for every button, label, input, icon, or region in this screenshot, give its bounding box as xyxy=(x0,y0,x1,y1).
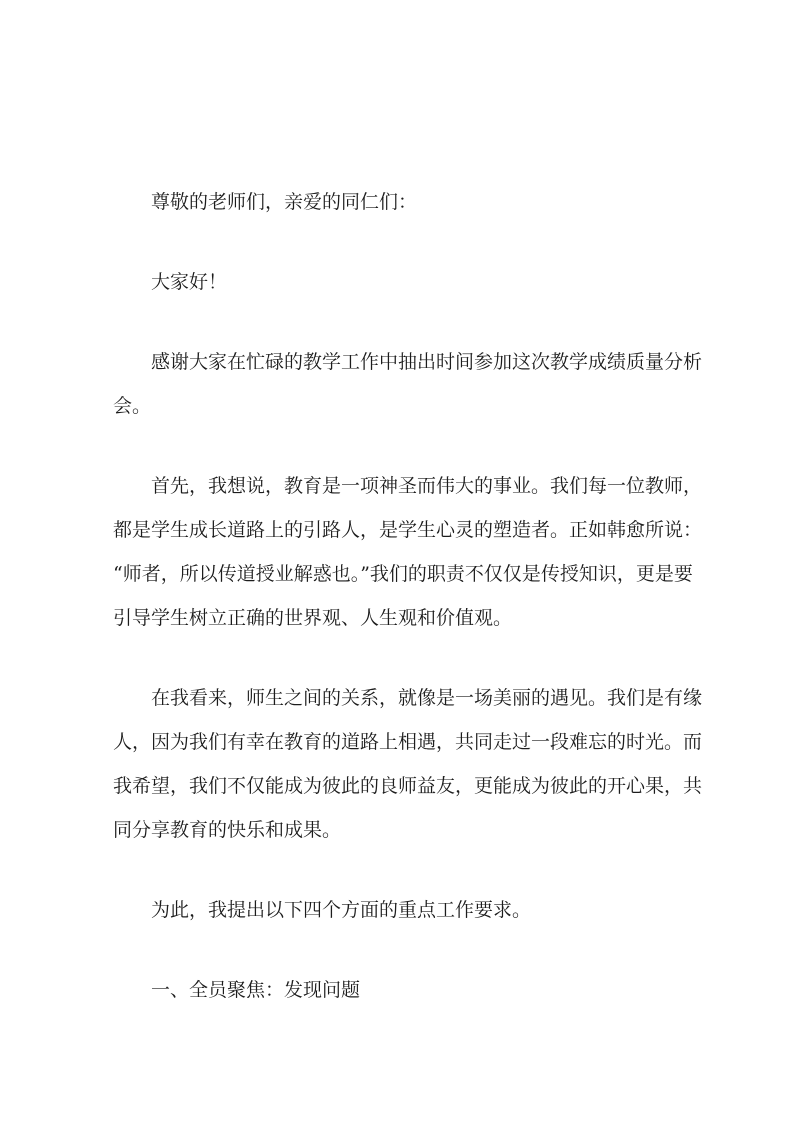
paragraph-greeting: 大家好！ xyxy=(151,271,228,293)
paragraph-thanks: 感谢大家在忙碌的教学工作中抽出时间参加这次教学成绩质量分析会。 xyxy=(113,351,703,417)
paragraph-salutation: 尊敬的老师们，亲爱的同仁们： xyxy=(151,191,418,213)
paragraph-education-mission: 首先，我想说，教育是一项神圣而伟大的事业。我们每一位教师，都是学生成长道路上的引路人，是学生心灵的塑造者。正如韩愈所说：“师者，所以传道授业解惑也。”我们的职责不仅仅是传授知识，更是要引导学生树立正确的世界观、人生观和价值观。 xyxy=(113,475,703,629)
paragraph-teacher-student-relationship: 在我看来，师生之间的关系，就像是一场美丽的遇见。我们是有缘人，因为我们有幸在教育的道路上相遇，共同走过一段难忘的时光。而我希望，我们不仅能成为彼此的良师益友，更能成为彼此的开心果，共同分享教育的快乐和成果。 xyxy=(113,687,703,841)
paragraph-requirements-intro: 为此，我提出以下四个方面的重点工作要求。 xyxy=(151,899,532,921)
heading-section-one: 一、全员聚焦：发现问题 xyxy=(151,979,361,1001)
